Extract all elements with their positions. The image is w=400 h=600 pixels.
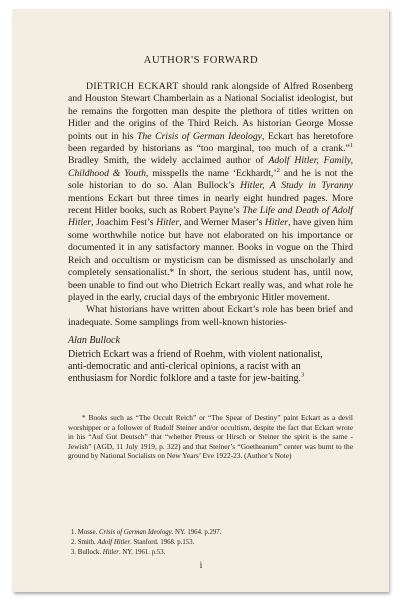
asterisk-note — [68, 413, 353, 461]
footnotes — [71, 528, 351, 558]
text-run: Hitler — [102, 549, 119, 556]
text-run: , have given him some worthwhile notice but have not elaborated on his importance or documented it in any satisfactory manner. Books in vogue on the Third Reich and occultism or mysticism can be dismissed as unscholarly and completely sensationalist.* In short, the serious student has, until now, been unable to find out who Dietrich Eckart really was, and what role he played in the early, crucial days of the embryonic Hitler movement. — [68, 217, 353, 303]
text-run: The Crisis of German Ideology — [137, 130, 262, 142]
text-run: should rank alongside of Alfred Rosenberg and Houston Stewart Chamberlain as a National Socialist ideologist, but he remains the forgotten man despite the plethora of titles written on Hitler and the origins of the Third Reich. As historian George Mosse points out in his — [68, 81, 353, 142]
text-run: mentions Eckart but three times in nearly eight hundred pages. More recent Hitler books, such as Robert Payne’s — [68, 192, 353, 217]
text-run: , Joachim Fest’s — [91, 217, 157, 229]
text-run: Hitler, A Study in Tyranny — [240, 180, 353, 192]
block-quote — [68, 349, 353, 386]
text-run: Adolf Hitler, Family, Childhood & Youth — [68, 155, 353, 179]
text-run: Hitler — [264, 217, 289, 229]
quote-author: Alan Bullock — [68, 335, 120, 347]
text-run: 2. Smith. — [71, 539, 98, 546]
text-run: 2 — [276, 166, 280, 174]
paragraph-1 — [68, 81, 353, 304]
quote-text: Dietrich Eckart was a friend of Roehm, with violent nationalist, anti-democratic and anti-clerical opinions, a racist with an enthusiasm for Nordic folklore and a taste for jew-baiting. — [68, 348, 323, 384]
text-run: 1 — [349, 141, 353, 149]
text-run: 3. Bullock. — [71, 549, 103, 556]
text-run: The Life and Death of Adolf Hitler — [68, 205, 353, 229]
body-text — [68, 81, 353, 385]
text-run: Bradley Smith, the widely acclaimed author of — [68, 155, 269, 167]
text-run: Adolf Hitler — [97, 539, 131, 546]
text-run: and he is not the sole historian to do so. Alan Bullock’s — [68, 167, 353, 192]
text-run: Crisis of German Ideology — [98, 529, 172, 536]
text-run: . NY. 1961. p.53. — [118, 549, 166, 556]
page-title: AUTHOR'S FORWARD — [143, 55, 259, 66]
paragraph-2: What historians have written about Eckart’s role has been brief and inadequate. Some samplings from well-known histories- — [68, 304, 353, 328]
text-run: . NY. 1964. p.297. — [171, 529, 222, 536]
text-run: , and Werner Maser’s — [179, 217, 265, 229]
text-run: DIETRICH ECKART — [86, 81, 179, 92]
text-run: Hitler — [156, 217, 180, 229]
text-run: , Eckart has heretofore been regarded by historians as “too marginal, too much of a crank.” — [68, 130, 353, 155]
asterisk-note-text: * Books such as “The Occult Reich” or “The Spear of Destiny” paint Eckart as a devil worshipper or a follower of Rudolf Steiner and/or occultism, despite the fact that Eckart wrote in his “Auf Gut Deutsch” that “whether Preuss or Hirsch or Steiner the spirit is the same - Jewish” (AGD, 11 July 1919, p. 322) and that Steiner’s “Goetheanum” center was burnt to the ground by National Socialists on New Years’ Eve 1922-23. (Author’s Note) — [68, 413, 353, 461]
footnote-1 — [71, 528, 351, 538]
footnote-3 — [71, 548, 351, 558]
text-run: , misspells the name ‘Eckhardt,’ — [145, 167, 277, 179]
footnote-2 — [71, 538, 351, 548]
quote-footnote-ref: 3 — [300, 371, 305, 379]
text-run: . Stanford. 1968. p.153. — [130, 539, 195, 546]
text-run: 1. Mosse. — [71, 529, 99, 536]
page-number: i — [199, 560, 203, 570]
book-page — [13, 9, 389, 592]
